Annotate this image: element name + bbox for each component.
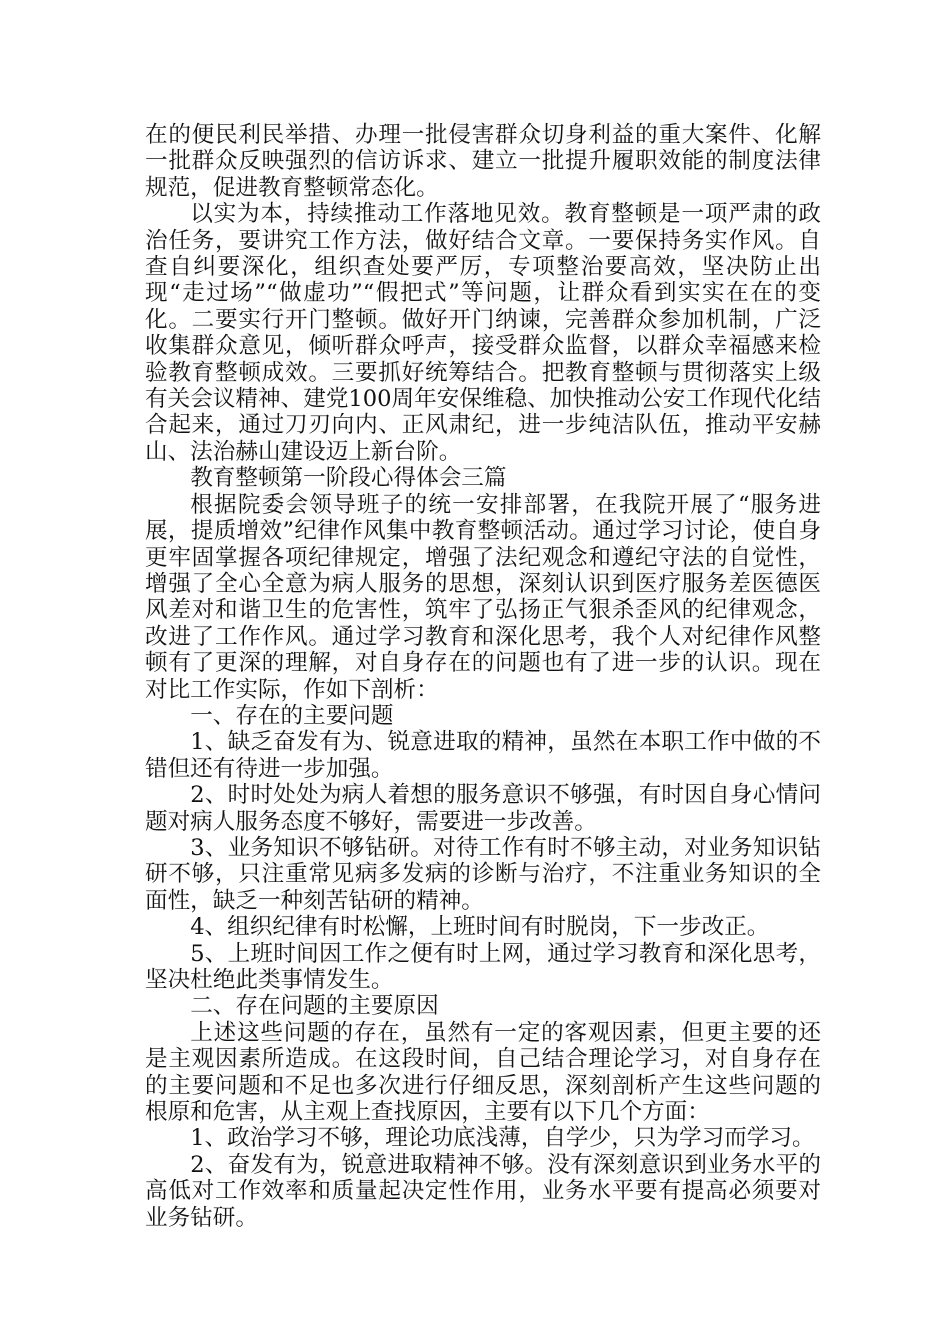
problem-item-4: 4、组织纪律有时松懈，上班时间有时脱岗，下一步改正。 (190, 914, 770, 941)
cause-item-1: 1、政治学习不够，理论功底浅薄，自学少，只为学习而学习。 (190, 1125, 815, 1152)
heading-main-problems: 一、存在的主要问题 (190, 702, 394, 729)
paragraph-intro: 根据院委会领导班子的统一安排部署，在我院开展了“服务进展，提质增效”纪律作风集中教育整顿活动。通过学习讨论，使自身更牢固掌握各项纪律规定，增强了法纪观念和遵纪守法的自觉性，增强了全心全意为病人服务的思想，深刻认识到医疗服务差医德医风差对和谐卫生的危害性，筑牢了弘扬正气狠杀歪风的纪律观念，改进了工作作风。通过学习教育和深化思考，我个人对纪律作风整顿有了更深的理解，对自身存在的问题也有了进一步的认识。现在对比工作实际，作如下剖析： (145, 491, 821, 703)
paragraph-2: 以实为本，持续推动工作落地见效。教育整顿是一项严肃的政治任务，要讲究工作方法，做好结合文章。一要保持务实作风。自查自纠要深化，组织查处要严厉，专项整治要高效，坚决防止出现“走过场”“做虚功”“假把式”等问题，让群众看到实实在在的变化。二要实行开门整顿。做好开门纳谏，完善群众参加机制，广泛收集群众意见，倾听群众呼声，接受群众监督，以群众幸福感来检验教育整顿成效。三要抓好统筹结合。把教育整顿与贯彻落实上级有关会议精神、建党100周年安保维稳、加快推动公安工作现代化结合起来，通过刀刃向内、正风肃纪，进一步纯洁队伍，推动平安赫山、法治赫山建设迈上新台阶。 (145, 201, 821, 465)
problem-item-5: 5、上班时间因工作之便有时上网，通过学习教育和深化思考，坚决杜绝此类事情发生。 (145, 940, 821, 993)
cause-item-2: 2、奋发有为，锐意进取精神不够。没有深刻意识到业务水平的高低对工作效率和质量起决定性作用，业务水平要有提高必须要对业务钻研。 (145, 1151, 821, 1231)
paragraph-causes: 上述这些问题的存在，虽然有一定的客观因素，但更主要的还是主观因素所造成。在这段时间，自己结合理论学习，对自身存在的主要问题和不足也多次进行仔细反思，深刻剖析产生这些问题的根原和危害，从主观上查找原因，主要有以下几个方面： (145, 1019, 821, 1126)
problem-item-3: 3、业务知识不够钻研。对待工作有时不够主动，对业务知识钻研不够，只注重常见病多发病的诊断与治疗，不注重业务知识的全面性，缺乏一种刻苦钻研的精神。 (145, 834, 821, 914)
section-title: 教育整顿第一阶段心得体会三篇 (190, 465, 507, 492)
problem-item-2: 2、时时处处为病人着想的服务意识不够强，有时因自身心情问题对病人服务态度不够好，需要进一步改善。 (145, 782, 821, 835)
heading-main-causes: 二、存在问题的主要原因 (190, 993, 439, 1020)
document-body (145, 122, 821, 1231)
problem-item-1: 1、缺乏奋发有为、锐意进取的精神，虽然在本职工作中做的不错但还有待进一步加强。 (145, 729, 821, 782)
paragraph-1: 在的便民利民举措、办理一批侵害群众切身利益的重大案件、化解一批群众反映强烈的信访诉求、建立一批提升履职效能的制度法律规范，促进教育整顿常态化。 (145, 122, 821, 201)
